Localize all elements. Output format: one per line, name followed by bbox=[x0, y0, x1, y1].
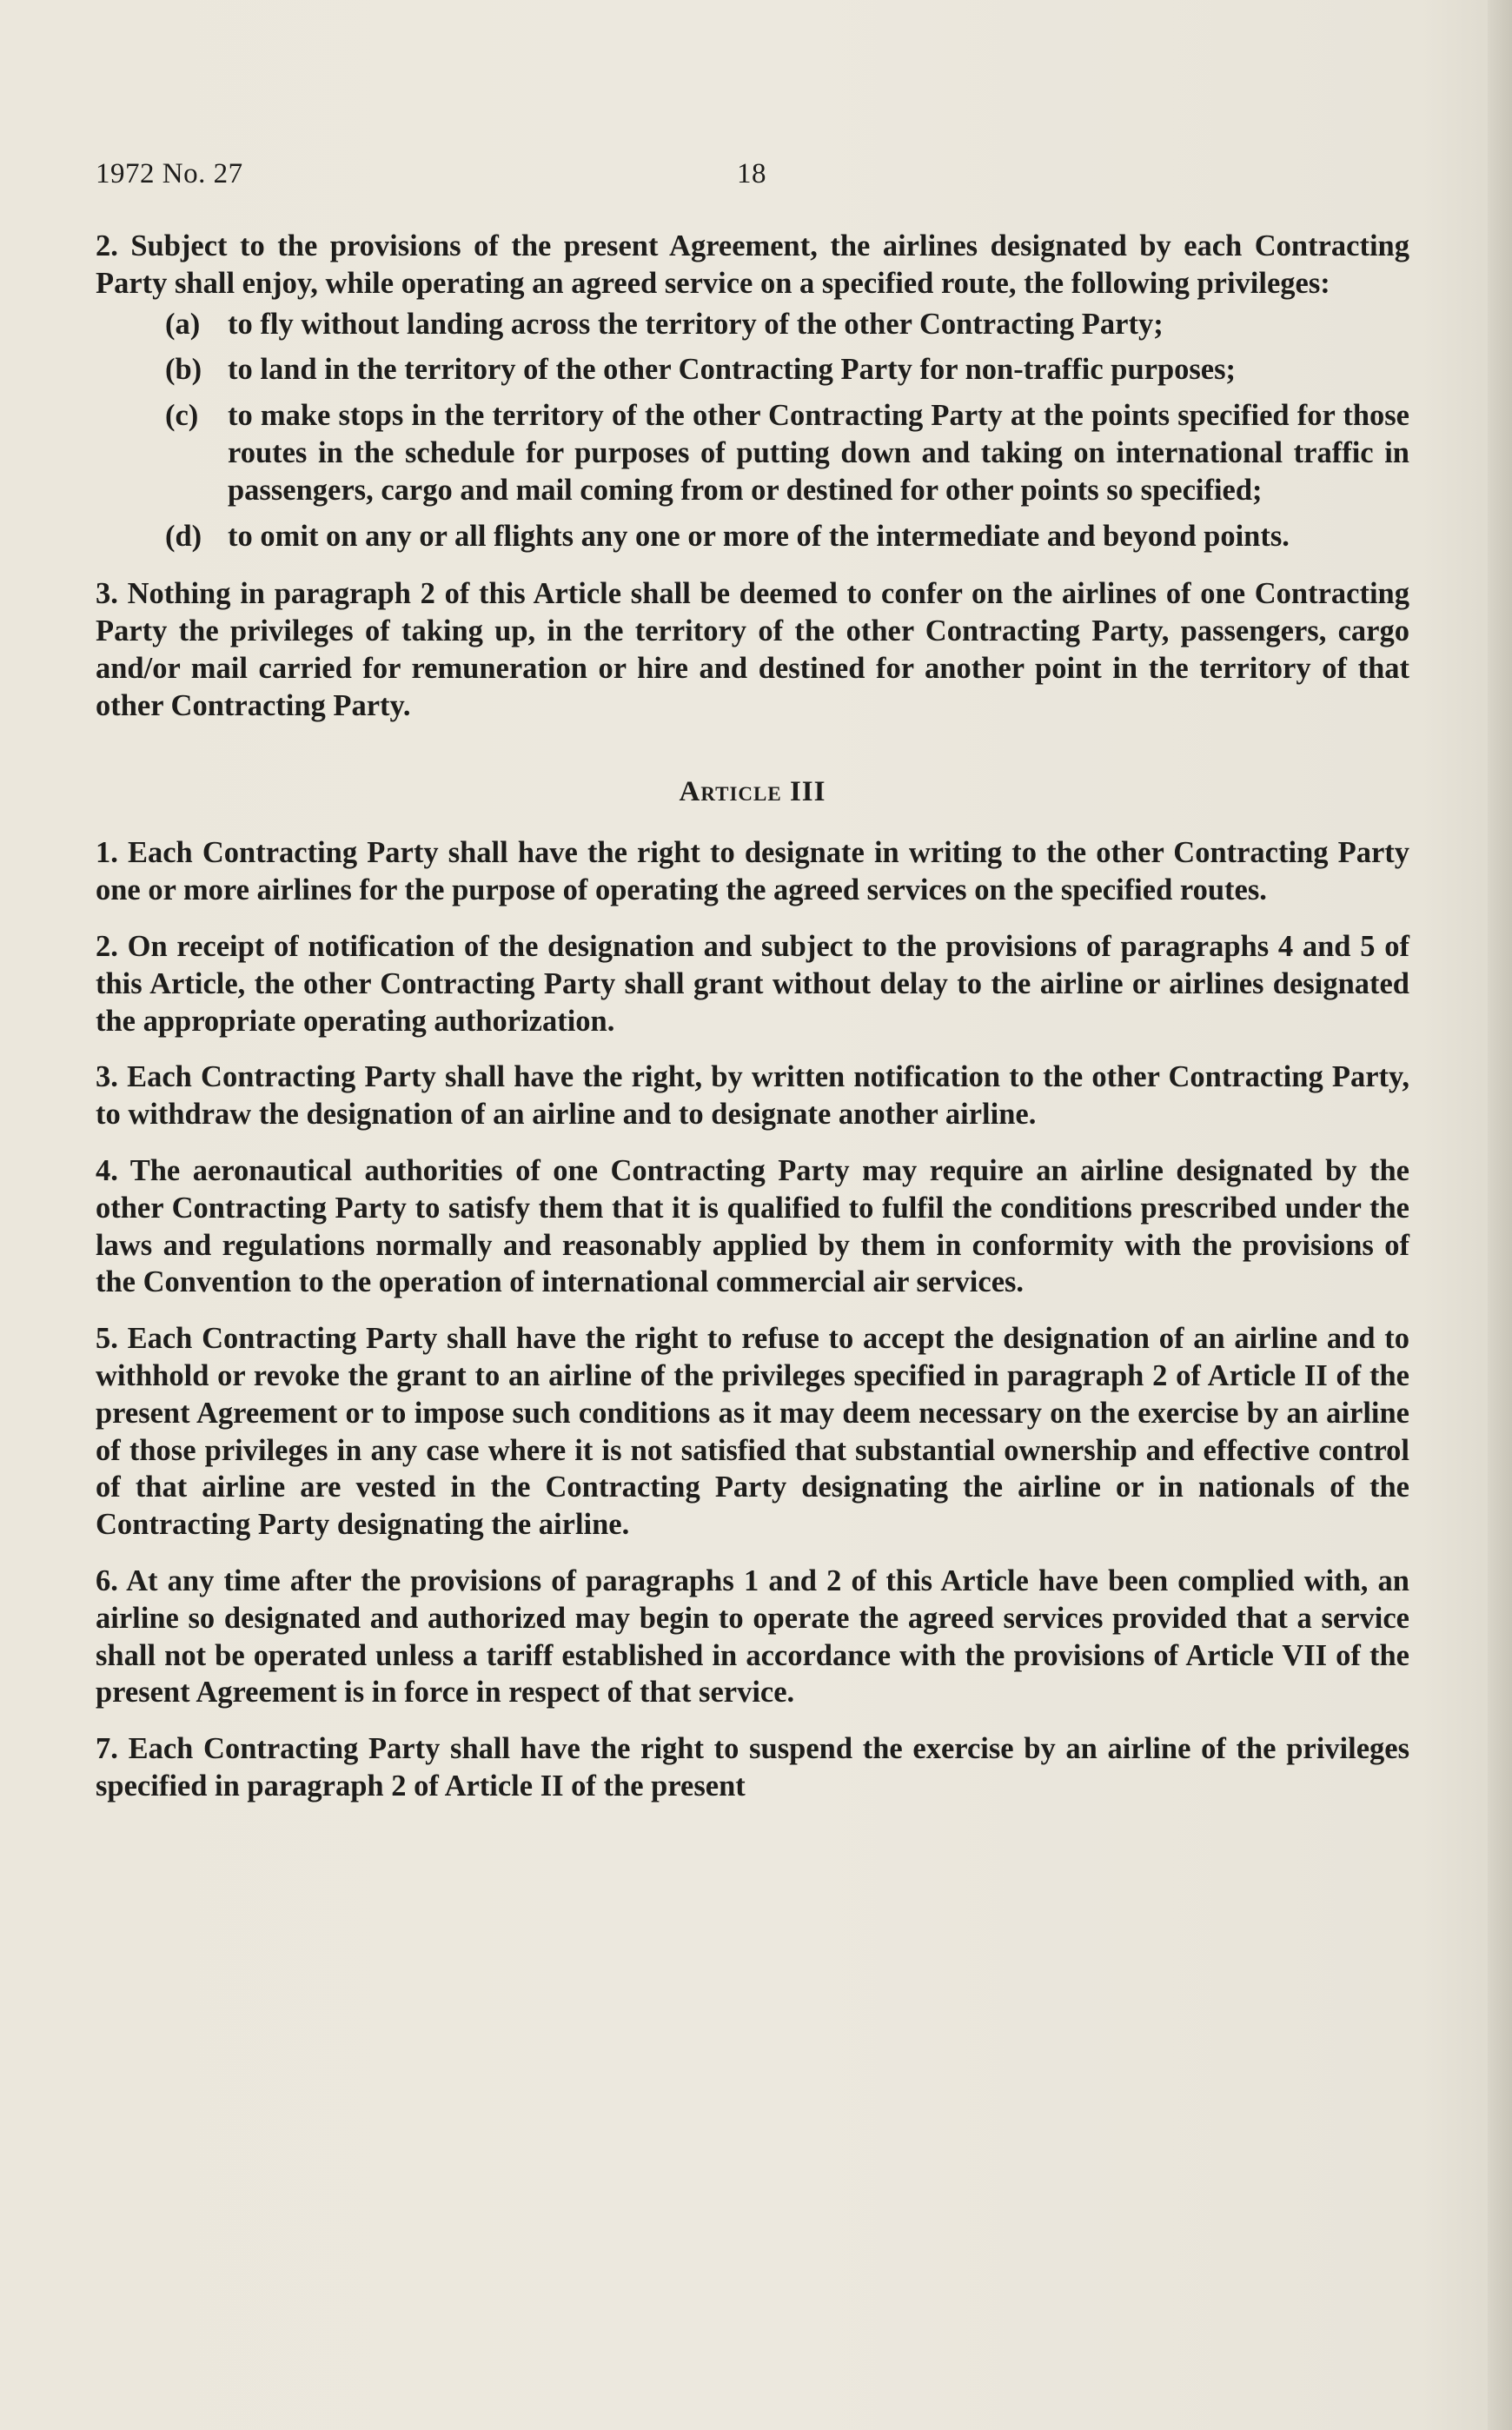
list-item-label: (a) bbox=[165, 307, 201, 341]
article-paragraph: 1. Each Contracting Party shall have the right to designate in writing to the other Contracting Party one or more airlines for the purpose of operating the agreed services on the specified routes. bbox=[96, 836, 1409, 907]
page-number: 18 bbox=[737, 158, 766, 189]
article-paragraph: 3. Each Contracting Party shall have the right, by written notification to the other Contracting Party, to withdraw the designation of an airline and to designate another airline. bbox=[96, 1060, 1409, 1132]
article-paragraph: 4. The aeronautical authorities of one Contracting Party may require an airline designated by the other Contracting Party to satisfy them that it is qualified to fulfil the conditions prescribed under the laws and regulations normally and reasonably applied by them in conformity with the provisions of the Convention to the operation of international commercial air services. bbox=[96, 1153, 1409, 1299]
article-paragraph: 5. Each Contracting Party shall have the right to refuse to accept the designation of an airline and to withhold or revoke the grant to an airline of the privileges specified in paragraph 2 of Article II of the present Agreement or to impose such conditions as it may deem necessary on the exercise by an airline of those privileges in any case where it is not satisfied that substantial ownership and effective control of that airline are vested in the Contracting Party designating the airline or in nationals of the Contracting Party designating the airline. bbox=[96, 1322, 1409, 1542]
paragraph-2-intro: 2. Subject to the provisions of the present Agreement, the airlines designated by each Contracting Party shall enjoy, while operating an agreed service on a specified route, the following privileges: bbox=[96, 229, 1409, 300]
list-item-text: to make stops in the territory of the other Contracting Party at the points specified for those routes in the schedule for purposes of putting down and taking on international traffic in passengers, cargo and mail coming from or destined for other points so specified; bbox=[228, 399, 1409, 507]
article-paragraph: 6. At any time after the provisions of paragraphs 1 and 2 of this Article have been complied with, an airline so designated and authorized may begin to operate the agreed services provided that a service shall not be operated unless a tariff established in accordance with the provisions of Article VII of the present Agreement is in force in respect of that service. bbox=[96, 1564, 1409, 1710]
list-item bbox=[96, 351, 1409, 388]
page-header bbox=[96, 156, 1408, 191]
list-item-text: to omit on any or all flights any one or more of the intermediate and beyond points. bbox=[228, 519, 1290, 553]
list-item bbox=[96, 518, 1409, 555]
article-paragraph: 2. On receipt of notification of the designation and subject to the provisions of paragraphs 4 and 5 of this Article, the other Contracting Party shall grant without delay to the airline or airlines designated the appropriate operating authorization. bbox=[96, 929, 1409, 1038]
list-item-label: (c) bbox=[165, 399, 199, 433]
list-item bbox=[96, 397, 1409, 508]
list-item-text: to fly without landing across the territory of the other Contracting Party; bbox=[228, 307, 1164, 341]
list-item-label: (b) bbox=[165, 353, 202, 387]
article-paragraph: 7. Each Contracting Party shall have the right to suspend the exercise by an airline of the privileges specified in paragraph 2 of Article II of the present bbox=[96, 1732, 1409, 1803]
paragraph-3: 3. Nothing in paragraph 2 of this Article shall be deemed to confer on the airlines of one Contracting Party the privileges of taking up, in the territory of the other Contracting Party, passengers, cargo and/or mail carried for remuneration or hire and destined for another point in the territory of that other Contracting Party. bbox=[96, 577, 1409, 722]
privileges-list bbox=[96, 306, 1409, 555]
page-edge-shadow bbox=[1488, 0, 1512, 2430]
document-body bbox=[96, 228, 1409, 1824]
list-item-label: (d) bbox=[165, 519, 202, 553]
publication-reference: 1972 No. 27 bbox=[96, 158, 243, 189]
list-item bbox=[96, 306, 1409, 343]
list-item-text: to land in the territory of the other Contracting Party for non-traffic purposes; bbox=[228, 353, 1237, 387]
article-heading: Article III bbox=[679, 775, 826, 807]
